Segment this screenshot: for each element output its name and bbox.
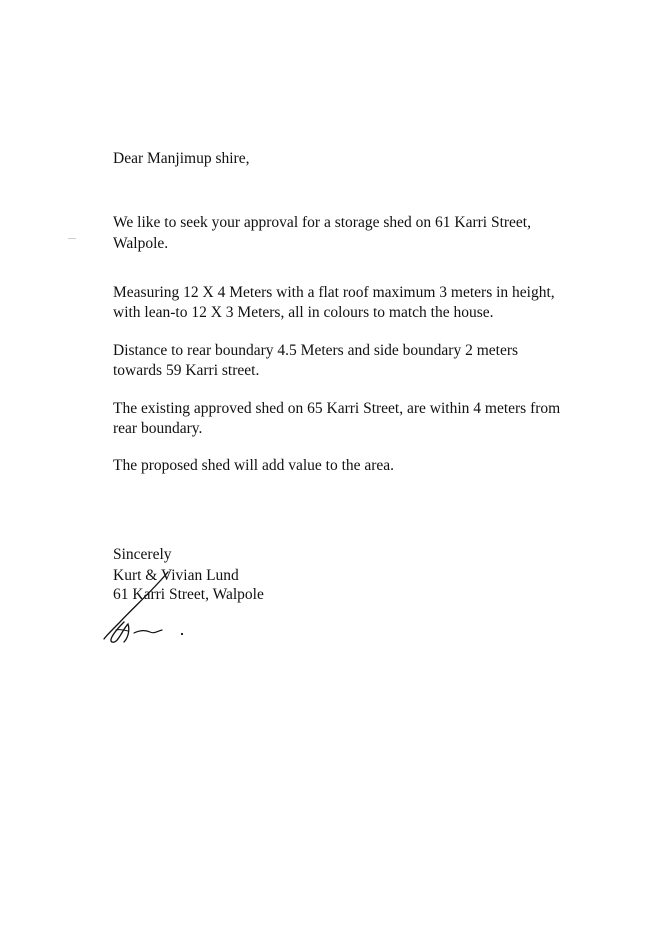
paragraph-5-line-1: The proposed shed will add value to the area. (113, 457, 395, 474)
paragraph-3-line-2: towards 59 Karri street. (113, 362, 260, 379)
paragraph-3-line-1: Distance to rear boundary 4.5 Meters and side boundary 2 meters (113, 342, 519, 359)
paragraph-1-line-2: Walpole. (113, 235, 169, 252)
salutation: Dear Manjimup shire, (113, 150, 250, 167)
handwritten-signature (98, 560, 208, 650)
paragraph-1-line-1: We like to seek your approval for a storage shed on 61 Karri Street, (113, 214, 531, 231)
scan-speck (68, 238, 76, 239)
paragraph-2-line-1: Measuring 12 X 4 Meters with a flat roof maximum 3 meters in height, (113, 284, 555, 301)
paragraph-2-line-2: with lean-to 12 X 3 Meters, all in colours to match the house. (113, 304, 494, 321)
closing: Sincerely (113, 546, 172, 563)
paragraph-4-line-1: The existing approved shed on 65 Karri Street, are within 4 meters from (113, 400, 561, 417)
signatories: Kurt & Vivian Lund (113, 567, 239, 584)
address: 61 Karri Street, Walpole (113, 586, 264, 603)
paragraph-4-line-2: rear boundary. (113, 420, 203, 437)
